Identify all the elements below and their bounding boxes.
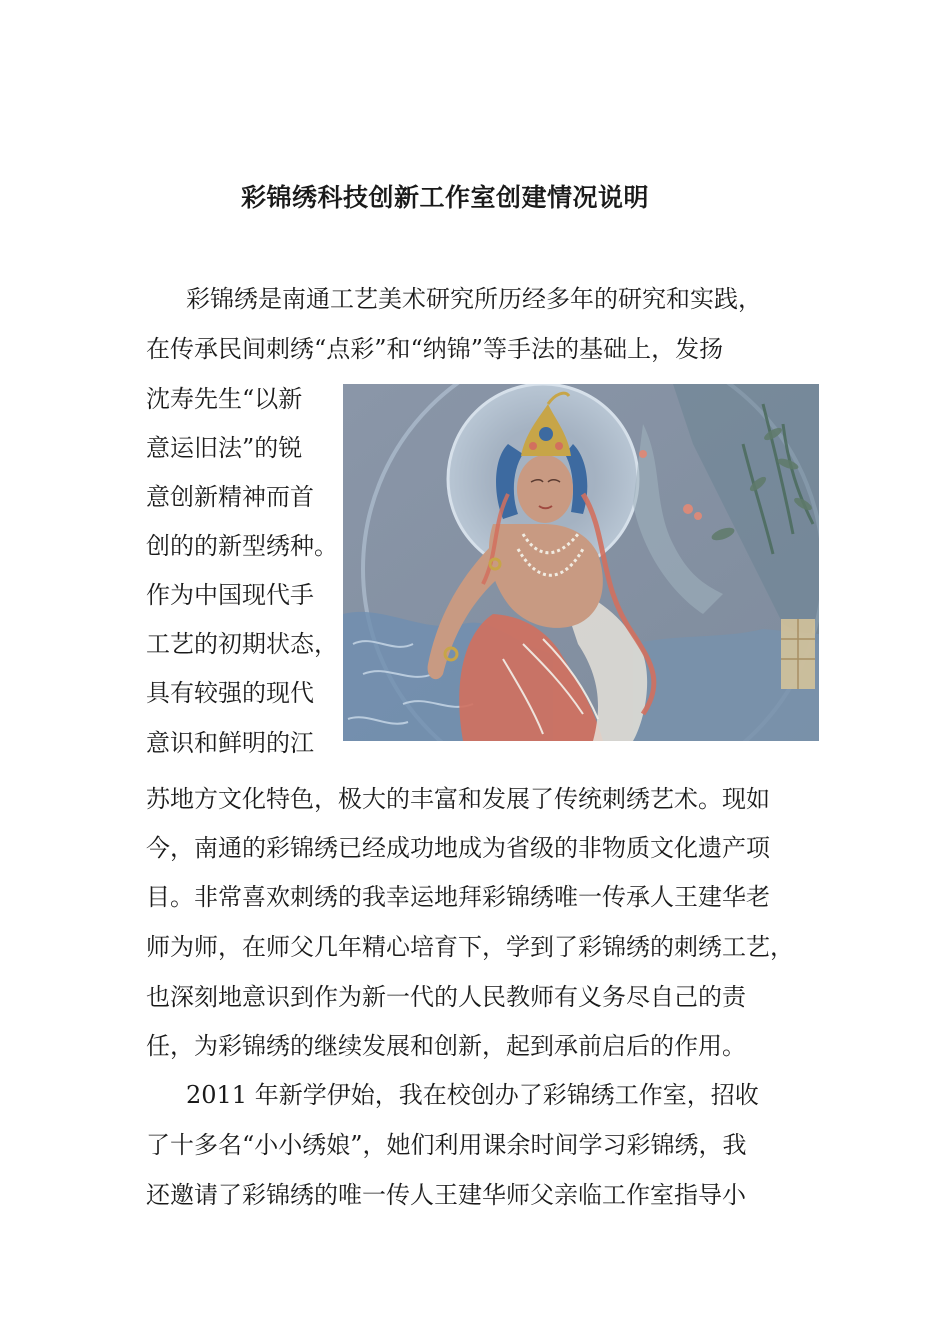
paragraph-line: 师为师，在师父几年精心培育下，学到了彩锦绣的刺绣工艺， (146, 933, 794, 961)
paragraph-line: 2011 年新学伊始，我在校创办了彩锦绣工作室，招收 (186, 1081, 759, 1109)
paragraph-line: 了十多名“小小绣娘”，她们利用课余时间学习彩锦绣，我 (146, 1131, 747, 1159)
paragraph-line: 也深刻地意识到作为新一代的人民教师有义务尽自己的责 (146, 983, 746, 1011)
paragraph-line: 工艺的初期状态， (146, 630, 338, 658)
paragraph-line: 意运旧法”的锐 (146, 434, 303, 462)
paragraph-line: 彩锦绣是南通工艺美术研究所历经多年的研究和实践， (186, 285, 762, 313)
paragraph-line: 在传承民间刺绣“点彩”和“纳锦”等手法的基础上，发扬 (146, 335, 724, 363)
paragraph-line: 具有较强的现代 (146, 679, 314, 707)
paragraph-line: 今，南通的彩锦绣已经成功地成为省级的非物质文化遗产项 (146, 834, 770, 862)
paragraph-line: 苏地方文化特色，极大的丰富和发展了传统刺绣艺术。现如 (146, 785, 770, 813)
paragraph-line: 还邀请了彩锦绣的唯一传人王建华师父亲临工作室指导小 (146, 1181, 746, 1209)
paragraph-line: 意创新精神而首 (146, 483, 314, 511)
bodhisattva-embroidery-illustration (343, 384, 819, 741)
paragraph-line: 意识和鲜明的江 (146, 729, 314, 757)
paragraph-line: 创的的新型绣种。 (146, 532, 338, 560)
paragraph-line: 任，为彩锦绣的继续发展和创新，起到承前启后的作用。 (146, 1032, 746, 1060)
paragraph-line: 目。非常喜欢刺绣的我幸运地拜彩锦绣唯一传承人王建华老 (146, 883, 770, 911)
paragraph-line: 沈寿先生“以新 (146, 385, 303, 413)
paragraph-line: 作为中国现代手 (146, 581, 314, 609)
embroidery-artwork-image (343, 384, 819, 741)
document-title: 彩锦绣科技创新工作室创建情况说明 (240, 183, 649, 212)
